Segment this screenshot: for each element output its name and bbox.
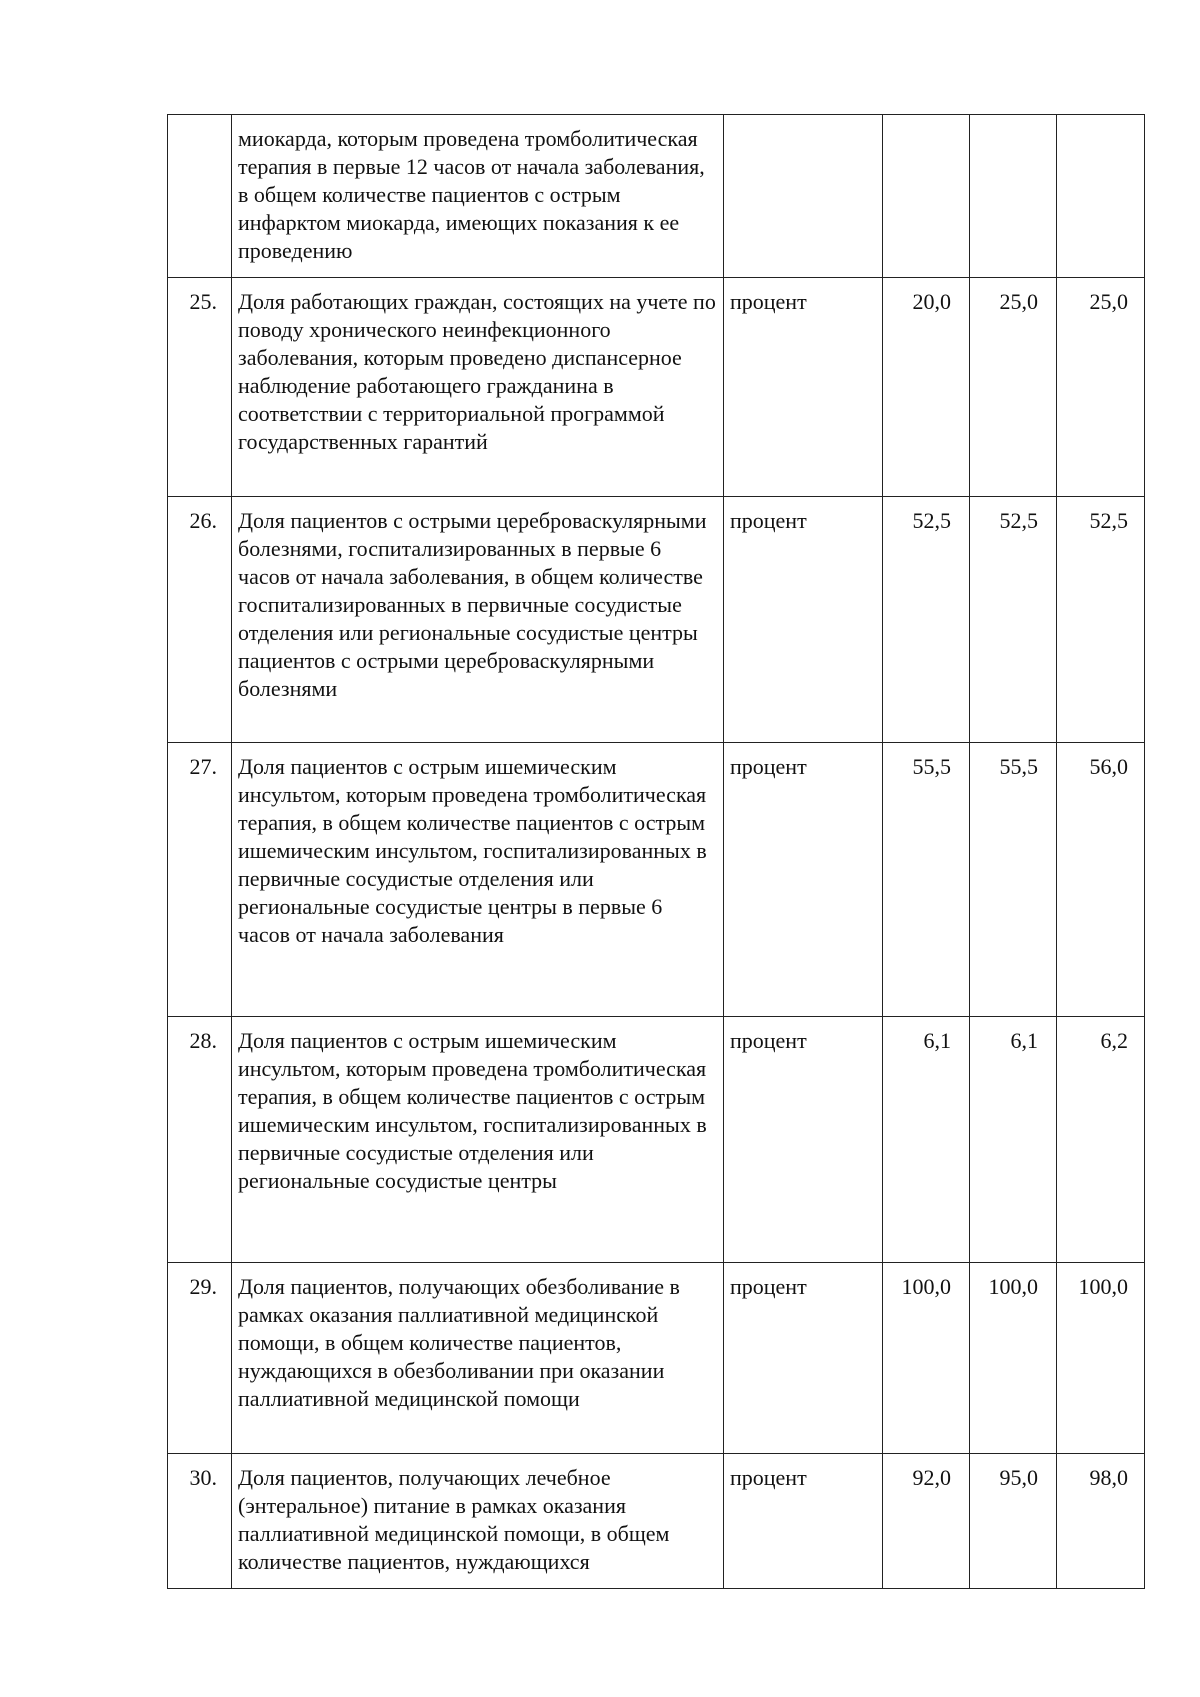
value-year-1: 6,1 — [883, 1017, 970, 1263]
row-number: 27. — [168, 743, 232, 1017]
value-year-1: 20,0 — [883, 278, 970, 497]
indicator-name: Доля пациентов, получающих обезболивание в рамках оказания паллиативной медицинской помощи, в общем количестве пациентов, нуждающихся в обезболивании при оказании паллиативной медицинской помощи — [232, 1263, 724, 1454]
value-year-3: 52,5 — [1057, 497, 1145, 743]
value-year-1 — [883, 115, 970, 278]
row-number: 29. — [168, 1263, 232, 1454]
table-row — [168, 743, 1145, 1017]
value-year-2: 55,5 — [970, 743, 1057, 1017]
value-year-3: 56,0 — [1057, 743, 1145, 1017]
indicator-name: Доля пациентов с острыми цереброваскулярными болезнями, госпитализированных в первые 6 часов от начала заболевания, в общем количестве госпитализированных в первичные сосудистые отделения или региональные сосудистые центры пациентов с острыми цереброваскулярными болезнями — [232, 497, 724, 743]
table-row — [168, 278, 1145, 497]
value-year-2: 95,0 — [970, 1454, 1057, 1589]
value-year-3: 6,2 — [1057, 1017, 1145, 1263]
table-row — [168, 1263, 1145, 1454]
value-year-1: 55,5 — [883, 743, 970, 1017]
table-row — [168, 497, 1145, 743]
value-year-2: 52,5 — [970, 497, 1057, 743]
value-year-2: 25,0 — [970, 278, 1057, 497]
indicator-name: Доля работающих граждан, состоящих на учете по поводу хронического неинфекционного заболевания, которым проведено диспансерное наблюдение работающего гражданина в соответствии с территориальной программой государственных гарантий — [232, 278, 724, 497]
indicator-name: Доля пациентов с острым ишемическим инсультом, которым проведена тромболитическая терапия, в общем количестве пациентов с острым ишемическим инсультом, госпитализированных в первичные сосудистые отделения или региональные сосудистые центры — [232, 1017, 724, 1263]
indicator-name: Доля пациентов, получающих лечебное (энтеральное) питание в рамках оказания паллиативной медицинской помощи, в общем количестве пациентов, нуждающихся — [232, 1454, 724, 1589]
table-row — [168, 115, 1145, 278]
value-year-3: 98,0 — [1057, 1454, 1145, 1589]
value-year-3: 25,0 — [1057, 278, 1145, 497]
indicator-name: Доля пациентов с острым ишемическим инсультом, которым проведена тромболитическая терапия, в общем количестве пациентов с острым ишемическим инсультом, госпитализированных в первичные сосудистые отделения или региональные сосудистые центры в первые 6 часов от начала заболевания — [232, 743, 724, 1017]
value-year-2: 6,1 — [970, 1017, 1057, 1263]
table-row — [168, 1017, 1145, 1263]
unit-of-measure: процент — [724, 1263, 883, 1454]
indicator-name: миокарда, которым проведена тромболитическая терапия в первые 12 часов от начала заболевания, в общем количестве пациентов с острым инфарктом миокарда, имеющих показания к ее проведению — [232, 115, 724, 278]
unit-of-measure: процент — [724, 497, 883, 743]
value-year-2: 100,0 — [970, 1263, 1057, 1454]
value-year-3 — [1057, 115, 1145, 278]
value-year-1: 100,0 — [883, 1263, 970, 1454]
row-number: 25. — [168, 278, 232, 497]
row-number: 30. — [168, 1454, 232, 1589]
unit-of-measure: процент — [724, 278, 883, 497]
unit-of-measure: процент — [724, 1454, 883, 1589]
value-year-2 — [970, 115, 1057, 278]
row-number — [168, 115, 232, 278]
unit-of-measure: процент — [724, 1017, 883, 1263]
unit-of-measure: процент — [724, 743, 883, 1017]
table-row — [168, 1454, 1145, 1589]
value-year-1: 92,0 — [883, 1454, 970, 1589]
row-number: 28. — [168, 1017, 232, 1263]
value-year-1: 52,5 — [883, 497, 970, 743]
row-number: 26. — [168, 497, 232, 743]
unit-of-measure — [724, 115, 883, 278]
indicators-table — [167, 114, 1145, 1589]
value-year-3: 100,0 — [1057, 1263, 1145, 1454]
